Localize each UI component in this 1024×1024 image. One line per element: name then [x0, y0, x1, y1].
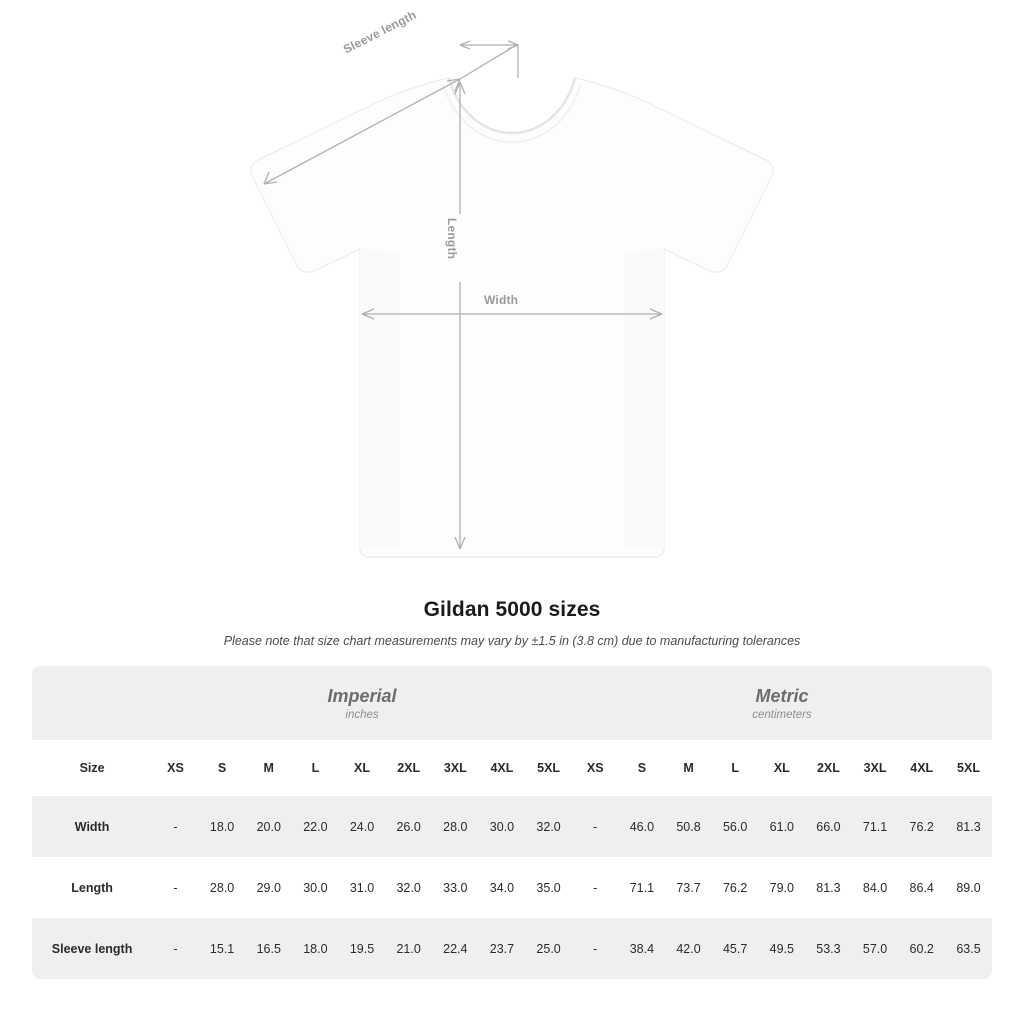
cell-length-imperial-4xl: 34.0 — [479, 857, 526, 918]
size-header-imperial-m: M — [245, 740, 292, 796]
size-header-metric-xs: XS — [572, 740, 619, 796]
cell-length-imperial-xs: - — [152, 857, 199, 918]
cell-sleeve-metric-4xl: 60.2 — [898, 918, 945, 979]
cell-width-imperial-3xl: 28.0 — [432, 796, 479, 857]
cell-width-imperial-m: 20.0 — [245, 796, 292, 857]
size-header-metric-5xl: 5XL — [945, 740, 992, 796]
cell-sleeve-imperial-2xl: 21.0 — [385, 918, 432, 979]
cell-length-imperial-l: 30.0 — [292, 857, 339, 918]
table-row — [32, 918, 992, 979]
cell-length-metric-3xl: 84.0 — [852, 857, 899, 918]
cell-width-imperial-2xl: 26.0 — [385, 796, 432, 857]
cell-sleeve-metric-xs: - — [572, 918, 619, 979]
size-table-wrapper — [32, 666, 992, 979]
size-header-metric-l: L — [712, 740, 759, 796]
cell-sleeve-imperial-4xl: 23.7 — [479, 918, 526, 979]
cell-length-imperial-2xl: 32.0 — [385, 857, 432, 918]
cell-sleeve-metric-m: 42.0 — [665, 918, 712, 979]
table-row — [32, 857, 992, 918]
cell-width-imperial-5xl: 32.0 — [525, 796, 572, 857]
cell-sleeve-metric-xl: 49.5 — [758, 918, 805, 979]
cell-length-metric-l: 76.2 — [712, 857, 759, 918]
cell-sleeve-metric-s: 38.4 — [619, 918, 666, 979]
size-header-metric-s: S — [619, 740, 666, 796]
cell-width-metric-xs: - — [572, 796, 619, 857]
size-header-metric-4xl: 4XL — [898, 740, 945, 796]
cell-width-metric-xl: 61.0 — [758, 796, 805, 857]
chart-title-block — [0, 598, 1024, 648]
page-title: Gildan 5000 sizes — [423, 598, 601, 621]
cell-width-metric-4xl: 76.2 — [898, 796, 945, 857]
cell-sleeve-metric-2xl: 53.3 — [805, 918, 852, 979]
unit-system-spacer — [32, 666, 152, 740]
cell-width-imperial-xs: - — [152, 796, 199, 857]
cell-width-metric-s: 46.0 — [619, 796, 666, 857]
cell-sleeve-imperial-s: 15.1 — [199, 918, 246, 979]
size-header-metric-xl: XL — [758, 740, 805, 796]
cell-width-imperial-4xl: 30.0 — [479, 796, 526, 857]
width-dimension-label: Width — [484, 293, 519, 307]
cell-width-metric-m: 50.8 — [665, 796, 712, 857]
cell-length-metric-2xl: 81.3 — [805, 857, 852, 918]
sleeve-length-dimension-label: Sleeve length — [341, 7, 419, 57]
size-header-imperial-s: S — [199, 740, 246, 796]
cell-length-imperial-s: 28.0 — [199, 857, 246, 918]
cell-length-imperial-3xl: 33.0 — [432, 857, 479, 918]
unit-system-metric — [572, 666, 992, 740]
unit-system-imperial — [152, 666, 572, 740]
size-header-imperial-xl: XL — [339, 740, 386, 796]
cell-sleeve-imperial-xl: 19.5 — [339, 918, 386, 979]
size-header-imperial-3xl: 3XL — [432, 740, 479, 796]
size-header-imperial-2xl: 2XL — [385, 740, 432, 796]
row-label-length: Length — [32, 857, 152, 918]
size-header-metric-2xl: 2XL — [805, 740, 852, 796]
tolerance-note: Please note that size chart measurements may vary by ±1.5 in (3.8 cm) due to manufacturing tolerances — [223, 634, 801, 648]
cell-width-metric-l: 56.0 — [712, 796, 759, 857]
cell-sleeve-imperial-l: 18.0 — [292, 918, 339, 979]
cell-length-metric-xl: 79.0 — [758, 857, 805, 918]
size-header-metric-3xl: 3XL — [852, 740, 899, 796]
imperial-unit: inches — [345, 709, 379, 722]
cell-sleeve-imperial-xs: - — [152, 918, 199, 979]
cell-sleeve-metric-l: 45.7 — [712, 918, 759, 979]
row-label-width: Width — [32, 796, 152, 857]
table-row — [32, 796, 992, 857]
size-chart-table — [32, 666, 992, 979]
metric-unit: centimeters — [752, 709, 812, 722]
metric-label: Metric — [755, 685, 809, 706]
cell-length-metric-4xl: 86.4 — [898, 857, 945, 918]
size-header-metric-m: M — [665, 740, 712, 796]
size-header-row — [32, 740, 992, 796]
size-header-imperial-xs: XS — [152, 740, 199, 796]
cell-width-imperial-xl: 24.0 — [339, 796, 386, 857]
size-header-imperial-l: L — [292, 740, 339, 796]
cell-width-imperial-l: 22.0 — [292, 796, 339, 857]
length-dimension-label: Length — [445, 218, 459, 260]
imperial-label: Imperial — [327, 685, 397, 706]
cell-width-metric-2xl: 66.0 — [805, 796, 852, 857]
cell-length-metric-xs: - — [572, 857, 619, 918]
cell-length-imperial-m: 29.0 — [245, 857, 292, 918]
cell-length-metric-5xl: 89.0 — [945, 857, 992, 918]
cell-sleeve-metric-5xl: 63.5 — [945, 918, 992, 979]
size-header-label: Size — [32, 740, 152, 796]
cell-length-imperial-5xl: 35.0 — [525, 857, 572, 918]
cell-width-metric-5xl: 81.3 — [945, 796, 992, 857]
cell-sleeve-imperial-3xl: 22.4 — [432, 918, 479, 979]
size-header-imperial-5xl: 5XL — [525, 740, 572, 796]
cell-sleeve-imperial-5xl: 25.0 — [525, 918, 572, 979]
row-label-sleeve-length: Sleeve length — [32, 918, 152, 979]
size-header-imperial-4xl: 4XL — [479, 740, 526, 796]
cell-length-metric-m: 73.7 — [665, 857, 712, 918]
cell-length-metric-s: 71.1 — [619, 857, 666, 918]
cell-sleeve-imperial-m: 16.5 — [245, 918, 292, 979]
cell-width-imperial-s: 18.0 — [199, 796, 246, 857]
cell-width-metric-3xl: 71.1 — [852, 796, 899, 857]
cell-length-imperial-xl: 31.0 — [339, 857, 386, 918]
cell-sleeve-metric-3xl: 57.0 — [852, 918, 899, 979]
unit-system-header-row — [32, 666, 992, 740]
